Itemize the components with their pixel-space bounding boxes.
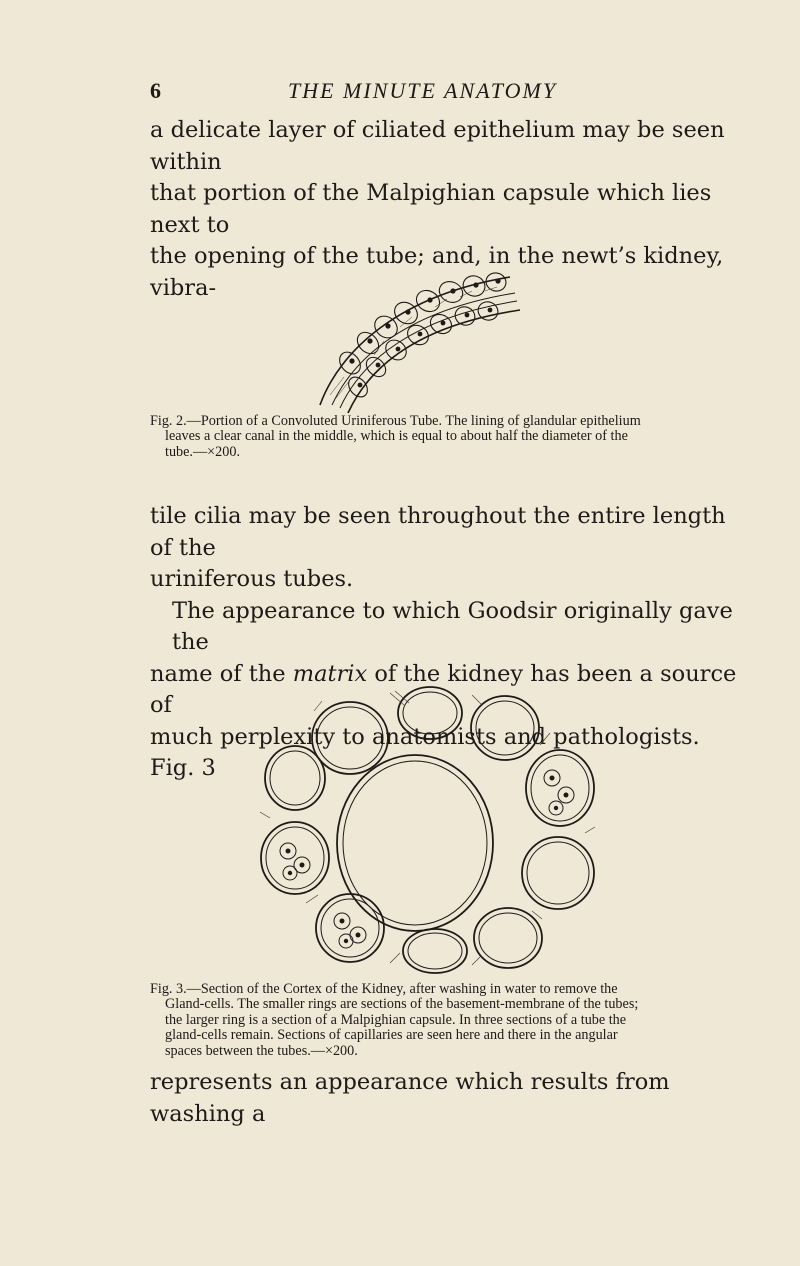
text-line: The appearance to which Goodsir originally gave the	[172, 597, 733, 655]
paragraph-3	[150, 1067, 750, 1130]
text-run: of the kidney has been a source of	[150, 660, 737, 718]
caption-line: the larger ring is a section of a Malpighian capsule. In three sections of a tube the	[165, 1011, 627, 1028]
caption-line: Gland-cells. The smaller rings are sections of the basement-membrane of the tubes;	[165, 996, 639, 1013]
italic-term: matrix	[292, 660, 368, 687]
figure-3-caption	[150, 982, 740, 1059]
caption-line: spaces between the tubes.—×200.	[165, 1042, 358, 1059]
text-line: uriniferous tubes.	[150, 566, 354, 592]
caption-line: leaves a clear canal in the middle, which is equal to about half the diameter of the	[165, 428, 628, 445]
caption-line: Fig. 2.—Portion of a Convoluted Uriniferous Tube. The lining of glandular epithelium	[150, 413, 641, 429]
text-line: represents an appearance which results from washing a	[150, 1069, 670, 1127]
caption-line: tube.—×200.	[165, 443, 240, 460]
text-line: that portion of the Malpighian capsule which lies next to	[150, 180, 712, 238]
figure-2-illustration	[310, 255, 540, 415]
page-number: 6	[150, 78, 161, 103]
text-line: a delicate layer of ciliated epithelium may be seen within	[150, 117, 725, 175]
page-header	[150, 78, 750, 108]
running-title: THE MINUTE ANATOMY	[288, 78, 558, 103]
figure-2-caption	[150, 414, 740, 460]
caption-line: gland-cells remain. Sections of capillaries are seen here and there in the angular	[165, 1027, 618, 1044]
text-line: tile cilia may be seen throughout the entire length of the	[150, 503, 726, 561]
text-run: name of the	[150, 660, 293, 687]
text-line: much perplexity to anatomists and pathologists. Fig. 3	[150, 723, 700, 781]
figure-3-illustration	[240, 683, 615, 975]
text-line: the opening of the tube; and, in the newt’s kidney, vibra-	[150, 243, 724, 301]
caption-line: Fig. 3.—Section of the Cortex of the Kidney, after washing in water to remove the	[150, 981, 618, 997]
